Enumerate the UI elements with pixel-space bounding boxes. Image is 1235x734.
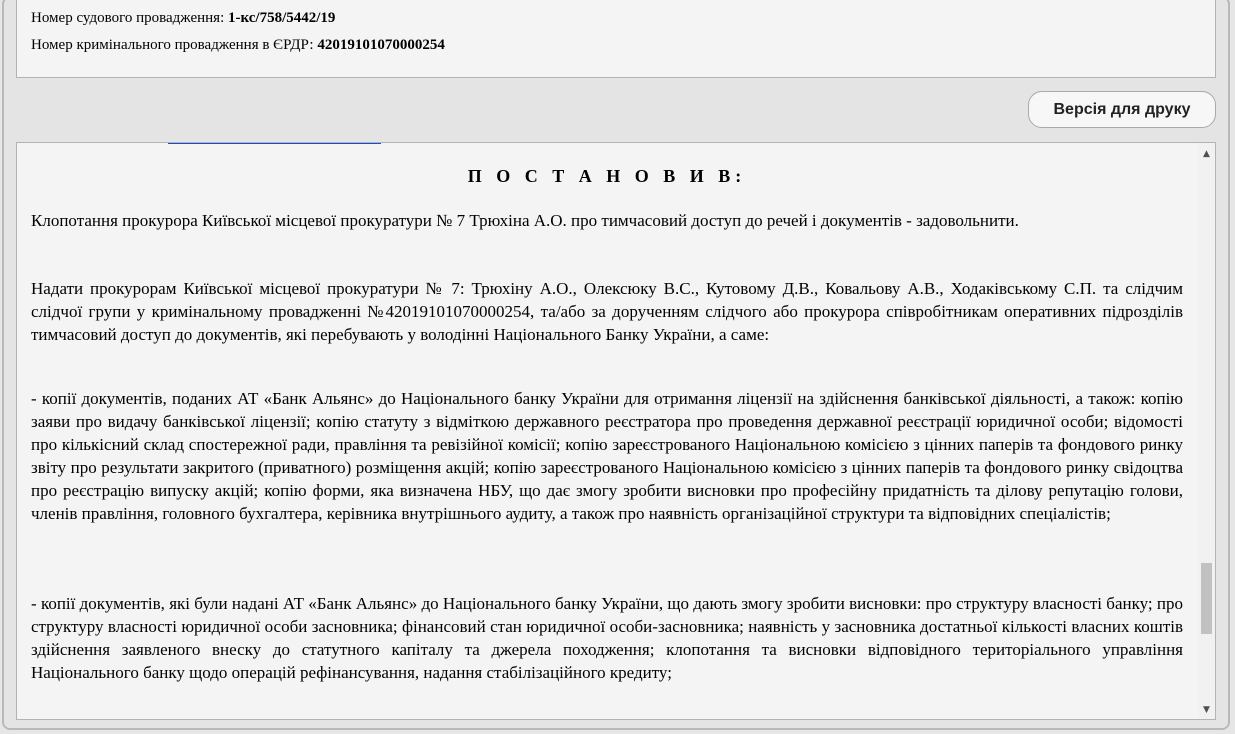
print-version-button[interactable]: Версія для друку (1028, 91, 1216, 128)
vertical-scrollbar[interactable] (1198, 143, 1215, 719)
ruling-heading: П О С Т А Н О В И В: (467, 166, 747, 186)
scroll-up-icon[interactable]: ▲ (1203, 148, 1210, 159)
paragraph-2: Надати прокурорам Київської місцевої прокуратури № 7: Трюхіну А.О., Олексюку В.С., Кутовому Д.В., Ковальову А.В., Ходаківському С.П. та слідчим слідчої групи у кримінальному провадженні №42019101070000254, та/або за дорученням слідчого або прокурора співробітникам оперативних підрозділів тимчасовий доступ до документів, які перебувають у володінні Національного Банку України, а саме: (31, 279, 1183, 344)
paragraph-4: - копії документів, які були надані АТ «Банк Альянс» до Національного банку України, що дають змогу зробити висновки: про структуру власності банку; про структуру власності юридичної особи засновника; фінансовий стан юридичної особи-засновника; наявність у засновника достатньої кількості власних коштів здійснення заявленого внеску до статутного капіталу та джерела походження; клопотання та висновки відповідного територіального управління Національного банку щодо операцій рефінансування, надання стабілізаційного кредиту; (31, 594, 1183, 682)
paragraph-1: Клопотання прокурора Київської місцевої прокуратури № 7 Трюхіна А.О. про тимчасовий доступ до речей і документів - задовольнити. (31, 211, 1019, 230)
case-info-box (16, 0, 1216, 78)
court-case-label: Номер судового провадження: (31, 10, 225, 26)
paragraph-3: - копії документів, поданих АТ «Банк Альянс» до Національного банку України для отримання ліцензії на здійснення банківської діяльності, а також: копію заяви про видачу банківської ліцензії; копію статуту з відміткою державного реєстратора про проведення державної реєстрації юридичної особи; відомості про кількісний склад спостережної ради, правління та ревізійної комісії; копію зареєстрованого Національною комісією з цінних паперів та фондового ринку звіту про результати закритого (приватного) розміщення акцій; копію зареєстрованого Національною комісією з цінних паперів та фондового ринку свідоцтва про реєстрацію випуску акцій; копію форми, яка визначена НБУ, що дає змогу зробити висновки про професійну придатність та ділову репутацію голови, членів правління, головного бухгалтера, керівника внутрішнього аудиту, а також про наявність організаційної структури та відповідних спеціалістів; (31, 389, 1183, 523)
court-case-number (31, 9, 335, 27)
clipped-link[interactable] (168, 142, 381, 144)
clipped-previous-line (31, 142, 1183, 146)
criminal-case-number (31, 36, 445, 54)
criminal-case-value: 42019101070000254 (317, 37, 445, 53)
criminal-case-label: Номер кримінального провадження в ЄРДР: (31, 37, 314, 53)
document-viewer[interactable] (16, 142, 1216, 720)
court-case-value: 1-кс/758/5442/19 (228, 10, 336, 26)
scroll-thumb[interactable] (1201, 563, 1212, 634)
scroll-down-icon[interactable]: ▼ (1203, 704, 1210, 715)
